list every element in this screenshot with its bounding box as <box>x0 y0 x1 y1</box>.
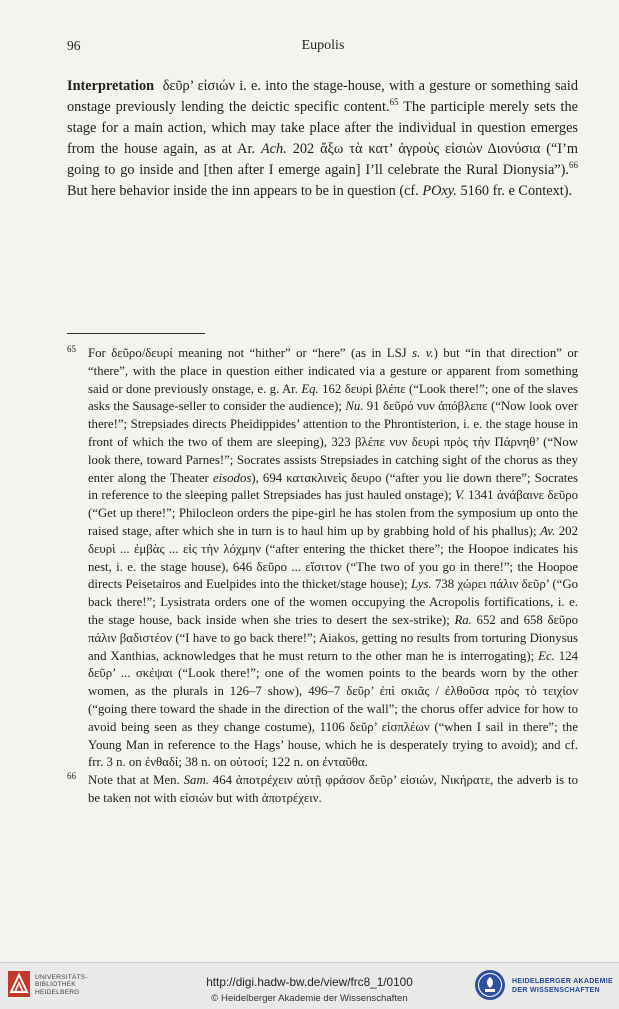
commentary-paragraph: Interpretation δεῦρ’ εἰσιών i. e. into the stage-house, with a gesture or something said onstage previously lending the deictic specific content.$^{65}$ The participle merely sets the stage for a main action, which may take place after the individual in question emerges from the house again, as at Ar. Ach. 202 ἄξω τὰ κατ’ ἀγροὺς εἰσιὼν Διονύσια (“I’m going to go inside and [then after I emerge again] I’ll celebrate the Rural Dionysia”).$^{66}$ But here behavior inside the inn appears to be in question (cf. POxy. 5160 fr. e Context). <box>67 78 578 199</box>
academy-name: HEIDELBERGER AKADEMIE DER WISSENSCHAFTEN <box>512 978 613 994</box>
footnote-number: 66 <box>67 771 76 782</box>
academy-seal-icon <box>474 969 506 1001</box>
footnote-ref-66[interactable]: 66 <box>569 160 578 171</box>
page-url-link[interactable]: http://digi.hadw-bw.de/view/frc8_1/0100 <box>206 975 413 989</box>
lemma: δεῦρ’ εἰσιών <box>162 78 235 94</box>
footnote-66: 66 Note that at Men. Sam. 464 ἀποτρέχειν αὐτῇ φράσον δεῦρ’ εἰσιών, Νικήρατε, the adverb is to be taken not with εἰσιών but with ἀποτρέχειν. <box>67 771 578 805</box>
running-header <box>67 38 579 58</box>
footnote-rule <box>67 333 205 334</box>
running-title: Eupolis <box>301 38 345 53</box>
footnote-number: 65 <box>67 344 76 354</box>
footnote-ref-65[interactable]: 65 <box>389 97 399 108</box>
viewer-footer <box>0 962 619 1009</box>
footnotes <box>67 345 578 808</box>
page-number: 96 <box>67 38 81 53</box>
copyright-notice: © Heidelberger Akademie der Wissenschaften <box>211 993 408 1004</box>
university-library-name: UNIVERSITÄTS- BIBLIOTHEK HEIDELBERG <box>35 974 88 996</box>
footnote-65: 65 For δεῦρο/δευρί meaning not “hither” or “here” (as in LSJ s. v.) but “in that direction” or “there”, with the place in question either indicated via a gesture or apparent from something said or done previously onstage, e. g. Ar. Eq. 162 δευρὶ βλέπε (“Look there!”; one of the slaves asks the Sausage-seller to consider the audience); Nu. 91 δεῦρό νυν ἀπόβλεπε (“Now look over there!”; Strepsiades directs Pheidippides’ attention to the Phrontisterion, i. e. the stage house in front of which the two of them are sleeping), 323 βλέπε νυν δευρὶ πρὸς τὴν Πάρνηθ’ (“Now look there, toward Parnes!”; Socrates assists Strepsiades in catching sight of the chorus as they enter along the Theater eisodos), 694 κατακλινεὶς δευρο (“after you lie down there”; Socrates in reference to the sleeping pallet Strepsiades has just hauled onstage); V. 1341 ἀνάβαινε δεῦρο (“Get up there!”; Philocleon orders the pipe-girl he has stolen from the symposium up onto the raised stage, after which she in turn is to haul him up by grabbing hold of his phallus); Av. 202 δευρὶ ... ἐμβὰς ... εἰς τὴν λόχμην (“after entering the thicket there”; the Hoopoe indicates his nest, i. e. the stage house), 646 δεῦρο ... εἴσιτον (“The two of you go in there!”; the Hoopoe directs Peisetairos and Euelpides into the thicket/stage house); Lys. 738 χώρει πάλιν δεῦρ’ (“Go back there!”; Lysistrata orders one of the women occupying the Acropolis fortifications, i. e. the stage house, back inside when she tries to desert the sex-strike); Ra. 652 and 658 δεῦρο πάλιν βαδιστέον (“I have to go back there!”; Aiakos, getting no results from torturing Dionysus and Xanthias, acknowledges that he must return to the other man he is interrogating); Ec. 124 δεῦρ’ ... σκέψαι (“Look there!”; one of the women points to the beards worn by the other women, as the plurals in 126–7 show), 496–7 δεῦρ’ ἐπὶ σκιᾶς / ἐλθοῦσα πρὸς τὸ τειχίον (“going there toward the shade in the direction of the wall”; the chorus offer advice for how to avoid being seen as they change costume), 1106 δεῦρ’ εἰσπλέων (“when I sail in there”; the Young Man in reference to the Hags’ house, which he is desperately trying to avoid); and cf. frr. 3 n. on ἐνθαδί; 38 n. on οὑτοσί; 122 n. on ἐνταῦθα. <box>67 344 578 770</box>
section-label: Interpretation <box>67 78 155 94</box>
